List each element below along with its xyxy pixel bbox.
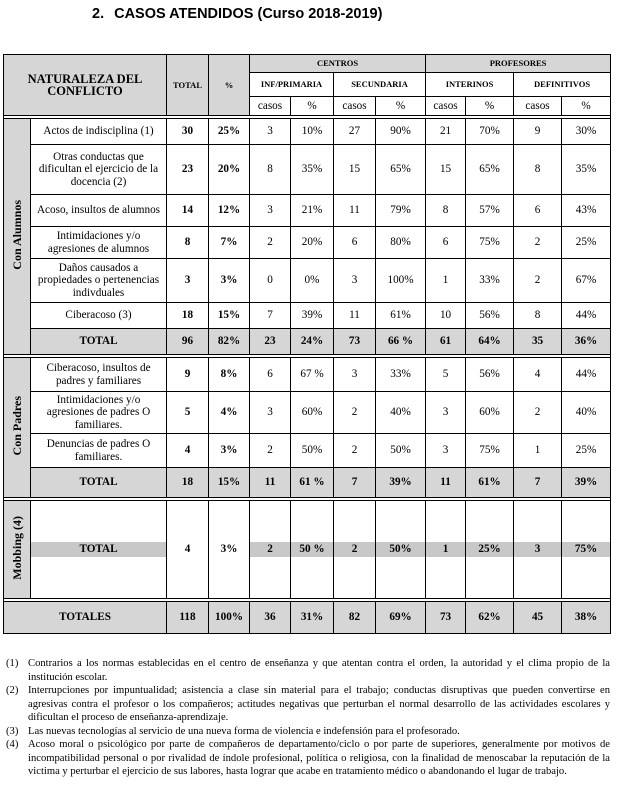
footnote-number: (3) (6, 725, 19, 737)
cell-pct: 8% (209, 358, 250, 392)
total-inf-c: 2 (250, 501, 291, 599)
subheader-casos: casos (426, 97, 466, 116)
cell-sec-p: 33% (376, 358, 426, 392)
cell-def-c: 8 (514, 303, 562, 329)
table-row (4, 303, 611, 329)
conflict-description: Ciberacoso (3) (31, 303, 167, 329)
cell-sec-c: 27 (334, 119, 376, 145)
footnotes (6, 657, 610, 779)
footnote-text: Contrarios a los normas establecidas en el centro de enseñanza y que atentan contra el orden, la autoridad y el clima propio de la institución escolar. (28, 658, 610, 683)
group-total-row (4, 468, 611, 498)
total-def-p: 75% (562, 501, 611, 599)
total-label (31, 501, 167, 599)
header-naturaleza: NATURALEZA DEL CONFLICTO (4, 55, 167, 116)
cell-sec-p: 65% (376, 145, 426, 195)
total-def-p: 39% (562, 468, 611, 498)
total-sec-p: 66 % (376, 329, 426, 355)
table-row (4, 195, 611, 227)
cell-pct: 15% (209, 303, 250, 329)
group-total-row (4, 329, 611, 355)
cell-def-c: 2 (514, 259, 562, 303)
cell-def-p: 43% (562, 195, 611, 227)
cell-inf-p: 67 % (291, 358, 334, 392)
group-label-text: Mobbing (4) (9, 515, 24, 580)
group-label (4, 501, 31, 599)
cell-inf-c: 0 (250, 259, 291, 303)
header-inf-primaria: INF/PRIMARIA (250, 73, 334, 97)
total-sec-c: 7 (334, 468, 376, 498)
total-total: 4 (167, 501, 209, 599)
totales-sec-c: 82 (334, 602, 376, 634)
cell-def-c: 8 (514, 145, 562, 195)
total-int-p: 25% (466, 501, 514, 599)
total-int-p: 61% (466, 468, 514, 498)
cell-total: 4 (167, 434, 209, 468)
section-number: 2. (92, 6, 105, 22)
total-pct: 15% (209, 468, 250, 498)
cell-pct: 3% (209, 259, 250, 303)
total-def-c: 7 (514, 468, 562, 498)
cell-total: 14 (167, 195, 209, 227)
cell-def-p: 44% (562, 303, 611, 329)
cell-def-p: 25% (562, 227, 611, 259)
cell-int-p: 33% (466, 259, 514, 303)
cell-def-p: 44% (562, 358, 611, 392)
table-row (4, 434, 611, 468)
group-label (4, 358, 31, 498)
table-row (4, 119, 611, 145)
totales-int-c: 73 (426, 602, 466, 634)
cell-def-c: 4 (514, 358, 562, 392)
footnote-number: (1) (6, 658, 19, 669)
cell-def-c: 2 (514, 227, 562, 259)
table-row (4, 392, 611, 434)
total-def-p: 36% (562, 329, 611, 355)
cell-int-p: 75% (466, 227, 514, 259)
total-inf-c: 11 (250, 468, 291, 498)
subheader-pct: % (291, 97, 334, 116)
cell-int-c: 3 (426, 392, 466, 434)
total-pct: 82% (209, 329, 250, 355)
total-def-c: 3 (514, 501, 562, 599)
total-inf-p: 24% (291, 329, 334, 355)
cell-def-p: 30% (562, 119, 611, 145)
cell-pct: 12% (209, 195, 250, 227)
total-label-text: TOTAL (31, 542, 166, 557)
cell-inf-c: 2 (250, 434, 291, 468)
cell-total: 3 (167, 259, 209, 303)
footnote (6, 725, 610, 739)
total-sec-c: 2 (334, 501, 376, 599)
cell-int-p: 56% (466, 358, 514, 392)
cell-sec-p: 50% (376, 434, 426, 468)
cell-def-p: 35% (562, 145, 611, 195)
cell-pct: 3% (209, 434, 250, 468)
cell-inf-c: 6 (250, 358, 291, 392)
grand-totals-row (4, 602, 611, 634)
cell-inf-c: 2 (250, 227, 291, 259)
group-label-text: Con Alumnos (9, 199, 24, 270)
cell-total: 5 (167, 392, 209, 434)
cell-inf-p: 35% (291, 145, 334, 195)
total-int-p: 64% (466, 329, 514, 355)
footnote-number: (4) (6, 739, 19, 750)
cell-def-c: 2 (514, 392, 562, 434)
cell-def-p: 25% (562, 434, 611, 468)
subheader-pct: % (376, 97, 426, 116)
section-title (92, 6, 382, 22)
total-sec-p: 39% (376, 468, 426, 498)
cell-int-p: 70% (466, 119, 514, 145)
totales-def-p: 38% (562, 602, 611, 634)
footnote-text: Las nuevas tecnologías al servicio de una nueva forma de violencia e indefensión para el profesorado. (28, 725, 460, 737)
table-row (4, 227, 611, 259)
cell-def-c: 9 (514, 119, 562, 145)
total-int-c: 61 (426, 329, 466, 355)
subheader-casos: casos (514, 97, 562, 116)
conflict-description: Denuncias de padres O familiares. (31, 434, 167, 468)
conflict-description: Daños causados a propiedades o pertenencias indivduales (31, 259, 167, 303)
cell-sec-p: 61% (376, 303, 426, 329)
subheader-pct: % (466, 97, 514, 116)
total-def-c: 35 (514, 329, 562, 355)
group-label-text: Con Padres (9, 396, 24, 456)
cell-total: 23 (167, 145, 209, 195)
cell-int-c: 21 (426, 119, 466, 145)
totales-sec-p: 69% (376, 602, 426, 634)
cell-sec-c: 3 (334, 259, 376, 303)
table-row (4, 358, 611, 392)
header-centros: CENTROS (250, 55, 426, 73)
cell-pct: 4% (209, 392, 250, 434)
conflict-description: Intimidaciones y/o agresiones de alumnos (31, 227, 167, 259)
cell-inf-c: 3 (250, 392, 291, 434)
cell-inf-c: 3 (250, 195, 291, 227)
cell-sec-c: 2 (334, 434, 376, 468)
cell-inf-p: 50% (291, 434, 334, 468)
totales-int-p: 62% (466, 602, 514, 634)
total-int-c: 1 (426, 501, 466, 599)
header-interinos: INTERINOS (426, 73, 514, 97)
conflict-description: Acoso, insultos de alumnos (31, 195, 167, 227)
footnote-text: Interrupciones por impuntualidad; asistencia a clase sin material para el trabajo; conductas disruptivas que pueden convertirse en agresivas contra el profesor o los compañeros; actitudes negativas que perturban el normal desarrollo de las actividades escolares y dificultan el proceso de enseñanza-aprendizaje. (28, 685, 610, 723)
cell-sec-p: 80% (376, 227, 426, 259)
footnote (6, 738, 610, 779)
cell-inf-c: 7 (250, 303, 291, 329)
total-inf-p: 61 % (291, 468, 334, 498)
cell-total: 8 (167, 227, 209, 259)
cases-table (3, 54, 611, 634)
cell-inf-c: 8 (250, 145, 291, 195)
cell-int-c: 10 (426, 303, 466, 329)
header-total: TOTAL (167, 55, 209, 116)
cell-inf-p: 21% (291, 195, 334, 227)
totales-label: TOTALES (4, 602, 167, 634)
section-title-text: CASOS ATENDIDOS (Curso 2018-2019) (114, 6, 383, 22)
cell-int-c: 3 (426, 434, 466, 468)
cell-def-c: 1 (514, 434, 562, 468)
total-sec-p: 50% (376, 501, 426, 599)
cell-sec-c: 3 (334, 358, 376, 392)
cell-pct: 7% (209, 227, 250, 259)
cell-sec-c: 2 (334, 392, 376, 434)
cell-int-p: 60% (466, 392, 514, 434)
cell-int-c: 15 (426, 145, 466, 195)
group-total-row (4, 501, 611, 599)
totales-def-c: 45 (514, 602, 562, 634)
total-total: 96 (167, 329, 209, 355)
cell-int-p: 75% (466, 434, 514, 468)
footnote-number: (2) (6, 685, 19, 696)
total-inf-c: 23 (250, 329, 291, 355)
cell-def-c: 6 (514, 195, 562, 227)
cell-pct: 25% (209, 119, 250, 145)
header-pct: % (209, 55, 250, 116)
subheader-pct: % (562, 97, 611, 116)
total-inf-p: 50 % (291, 501, 334, 599)
header-secundaria: SECUNDARIA (334, 73, 426, 97)
total-total: 18 (167, 468, 209, 498)
cell-total: 9 (167, 358, 209, 392)
cell-inf-p: 20% (291, 227, 334, 259)
footnote (6, 684, 610, 725)
cell-inf-p: 39% (291, 303, 334, 329)
cell-int-c: 1 (426, 259, 466, 303)
totales-pct: 100% (209, 602, 250, 634)
cell-sec-c: 15 (334, 145, 376, 195)
cell-int-c: 8 (426, 195, 466, 227)
cell-sec-c: 11 (334, 303, 376, 329)
cell-sec-c: 6 (334, 227, 376, 259)
cell-inf-p: 10% (291, 119, 334, 145)
group-label (4, 119, 31, 355)
header-row-1 (4, 55, 611, 73)
cell-int-p: 65% (466, 145, 514, 195)
cell-int-p: 56% (466, 303, 514, 329)
total-sec-c: 73 (334, 329, 376, 355)
conflict-description: Actos de indisciplina (1) (31, 119, 167, 145)
cell-def-p: 67% (562, 259, 611, 303)
cell-inf-p: 60% (291, 392, 334, 434)
cell-total: 30 (167, 119, 209, 145)
cell-inf-p: 0% (291, 259, 334, 303)
subheader-casos: casos (250, 97, 291, 116)
cell-def-p: 40% (562, 392, 611, 434)
cell-inf-c: 3 (250, 119, 291, 145)
cell-sec-p: 79% (376, 195, 426, 227)
cell-int-c: 5 (426, 358, 466, 392)
conflict-description: Ciberacoso, insultos de padres y familiares (31, 358, 167, 392)
total-label: TOTAL (31, 468, 167, 498)
cell-sec-p: 90% (376, 119, 426, 145)
header-profesores: PROFESORES (426, 55, 611, 73)
conflict-description: Intimidaciones y/o agresiones de padres O familiares. (31, 392, 167, 434)
header-definitivos: DEFINITIVOS (514, 73, 611, 97)
total-label: TOTAL (31, 329, 167, 355)
table-row (4, 145, 611, 195)
totales-total: 118 (167, 602, 209, 634)
totales-inf-p: 31% (291, 602, 334, 634)
subheader-casos: casos (334, 97, 376, 116)
cell-sec-p: 40% (376, 392, 426, 434)
cell-sec-c: 11 (334, 195, 376, 227)
total-int-c: 11 (426, 468, 466, 498)
cell-int-p: 57% (466, 195, 514, 227)
totales-inf-c: 36 (250, 602, 291, 634)
table-row (4, 259, 611, 303)
cell-sec-p: 100% (376, 259, 426, 303)
cell-pct: 20% (209, 145, 250, 195)
conflict-description: Otras conductas que dificultan el ejercicio de la docencia (2) (31, 145, 167, 195)
cell-int-c: 6 (426, 227, 466, 259)
footnote-text: Acoso moral o psicológico por parte de compañeros de departamento/ciclo o por parte de superiores, generalmente por motivos de incompatibilidad personal o por rivalidad de índole profesional, política o religiosa, con la finalidad de menoscabar la reputación de la victima y perturbar el ejercicio de sus labores, hasta lograr que acabe en tratamiento médico o abandonando el lugar de trabajo. (28, 739, 610, 777)
cell-total: 18 (167, 303, 209, 329)
total-pct: 3% (209, 501, 250, 599)
footnote (6, 657, 610, 684)
